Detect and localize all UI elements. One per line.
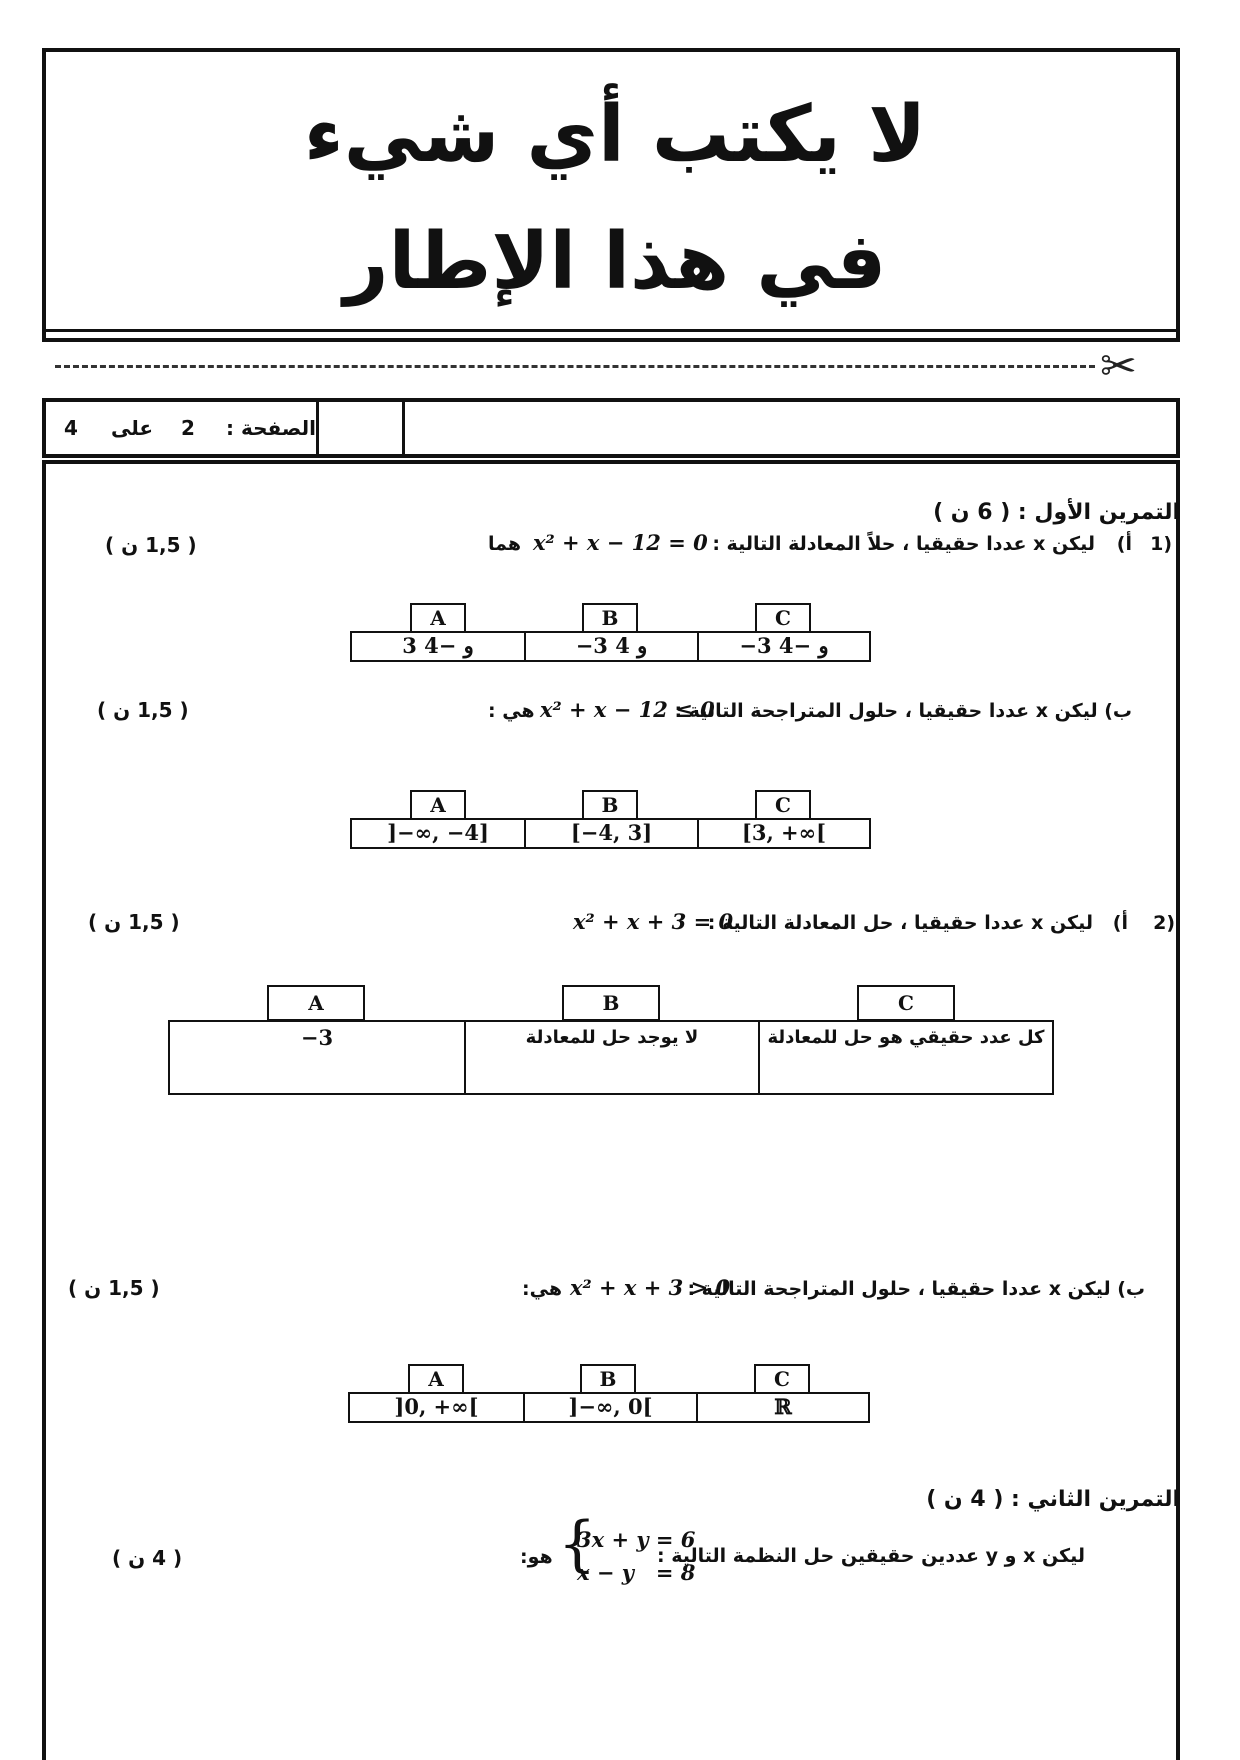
q2a-label-c: C xyxy=(857,985,955,1021)
q2-number: 2) xyxy=(1153,912,1175,934)
no-write-line1: لا يكتب أي شيء xyxy=(303,90,927,180)
q1a-equation: x² + x − 12 = 0 xyxy=(533,530,708,555)
ex2-text: ليكن x و y عددين حقيقين حل النظمة التالية : xyxy=(656,1545,1085,1567)
q1a-label-c: C xyxy=(755,603,811,633)
page-number: 2 xyxy=(181,416,195,440)
no-write-line2: في هذا الإطار xyxy=(343,217,887,307)
q1a-option-b[interactable]: −3 و 4 xyxy=(524,633,697,660)
q1a-option-c[interactable]: −3 و −4 xyxy=(697,633,869,660)
q2a-option-b[interactable]: لا يوجد حل للمعادلة xyxy=(464,1022,758,1093)
q2b-suffix: هي: xyxy=(522,1278,562,1300)
page-bar-divider xyxy=(316,402,319,454)
q2b-points: ( 1,5 ن ) xyxy=(68,1276,160,1300)
q2b-text: ب) ليكن x عددا حقيقيا ، حلول المتراجحة التالية : xyxy=(687,1278,1145,1300)
q1b-label-a: A xyxy=(410,790,466,820)
no-write-frame xyxy=(42,48,1180,342)
q2a-option-a[interactable]: −3 xyxy=(300,1025,334,1050)
page-bar-divider xyxy=(402,402,405,454)
q1a-option-a[interactable]: 3 و −4 xyxy=(402,633,474,658)
q1b-suffix: هي : xyxy=(488,700,535,722)
q1b-points: ( 1,5 ن ) xyxy=(97,698,189,722)
q1a-label-a: A xyxy=(410,603,466,633)
ex2-points: ( 4 ن ) xyxy=(112,1546,183,1570)
frame-divider xyxy=(46,329,1176,338)
q2b-option-a[interactable]: ]0, +∞[ xyxy=(394,1394,479,1419)
system-brace: { xyxy=(558,1509,597,1579)
q1b-option-b[interactable]: [−4, 3] xyxy=(524,820,697,847)
q2b-option-b[interactable]: ]−∞, 0[ xyxy=(523,1394,696,1421)
q1-number: 1) xyxy=(1150,533,1172,555)
q2b-label-b: B xyxy=(580,1364,636,1394)
cut-line xyxy=(55,365,1095,368)
q1b-option-c[interactable]: [3, +∞[ xyxy=(697,820,869,847)
q1b-label-b: B xyxy=(582,790,638,820)
q1b-inequality: x² + x − 12 ≤ 0 xyxy=(540,697,715,722)
q2a-option-c[interactable]: كل عدد حقيقي هو حل للمعادلة xyxy=(758,1022,1052,1093)
page-bar xyxy=(42,398,1180,458)
ex2-equation-1: 3x + y = 6 xyxy=(577,1527,696,1552)
q2a-letter: أ) xyxy=(1112,912,1128,934)
page-label: الصفحة : xyxy=(226,416,316,440)
q2b-label-a: A xyxy=(408,1364,464,1394)
q1a-label-b: B xyxy=(582,603,638,633)
q1b-options xyxy=(350,818,871,849)
q1a-letter: أ) xyxy=(1116,533,1132,555)
q2a-text: ليكن x عددا حقيقيا ، حل المعادلة التالية : xyxy=(707,912,1093,934)
q1a-options xyxy=(350,631,871,662)
q2b-option-c[interactable]: ℝ xyxy=(696,1394,868,1421)
of-label: على xyxy=(111,416,154,440)
ex2-suffix: هو: xyxy=(520,1546,553,1568)
q2a-options xyxy=(168,1020,1054,1095)
q2a-points: ( 1,5 ن ) xyxy=(88,910,180,934)
q1a-suffix: هما xyxy=(488,533,522,555)
q2a-label-a: A xyxy=(267,985,365,1021)
q1b-label-c: C xyxy=(755,790,811,820)
scissors-icon: ✂ xyxy=(1100,341,1137,392)
q2a-label-b: B xyxy=(562,985,660,1021)
q2b-options xyxy=(348,1392,870,1423)
q2b-label-c: C xyxy=(754,1364,810,1394)
q2a-equation: x² + x + 3 = 0 xyxy=(573,909,734,934)
q1a-text: ليكن x عددا حقيقيا ، حلاً المعادلة التالية : xyxy=(712,533,1095,555)
q1b-option-a[interactable]: ]−∞, −4] xyxy=(387,820,489,845)
q1b-text: ب) ليكن x عددا حقيقيا ، حلول المتراجحة التالية : xyxy=(674,700,1132,722)
total-pages: 4 xyxy=(64,416,78,440)
q2b-inequality: x² + x + 3 > 0 xyxy=(570,1275,731,1300)
exercise-1-title: التمرين الأول : ( 6 ن ) xyxy=(933,500,1180,525)
ex2-equation-2: x − y = 8 xyxy=(577,1560,696,1585)
exercise-2-title: التمرين الثاني : ( 4 ن ) xyxy=(926,1487,1180,1512)
q1a-points: ( 1,5 ن ) xyxy=(105,533,197,557)
